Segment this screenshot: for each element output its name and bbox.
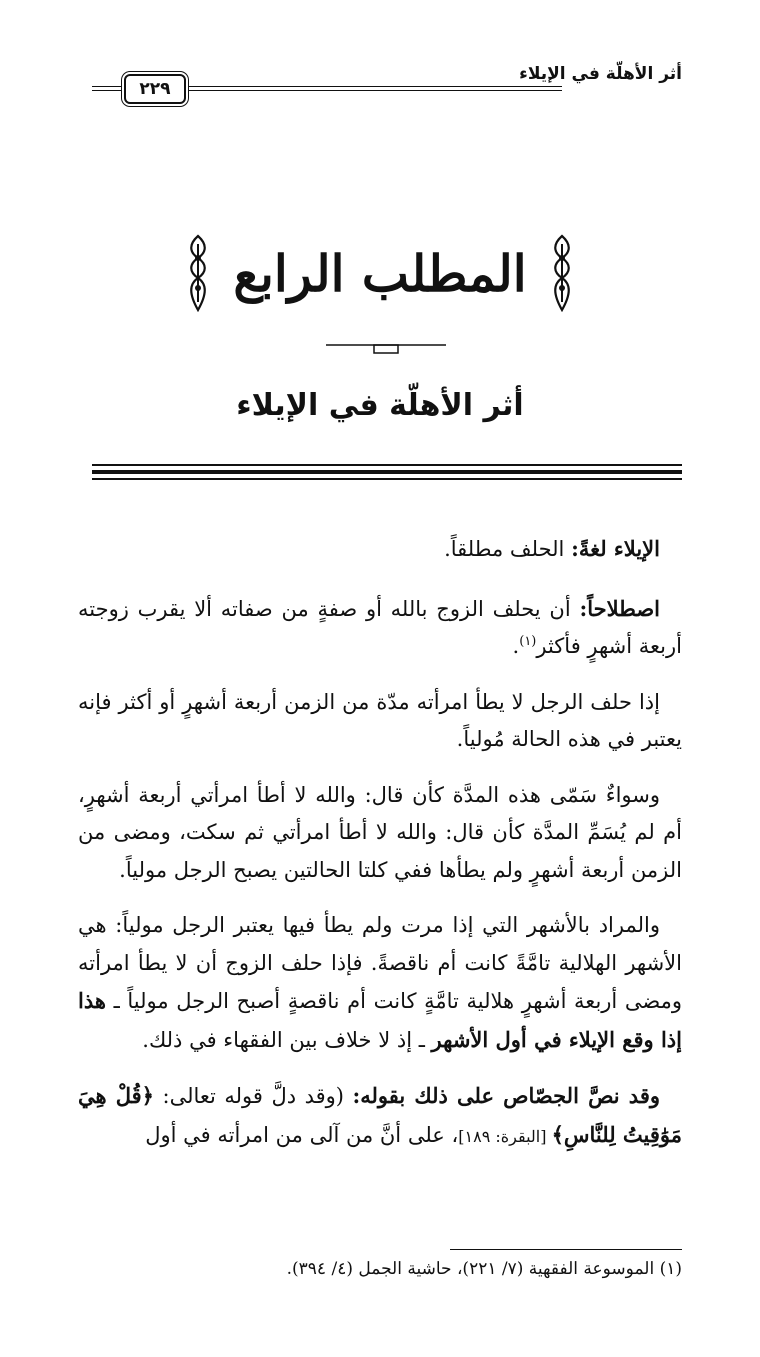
paragraph-definition-technical (78, 590, 682, 666)
footnote-ref[interactable]: (١) (519, 634, 537, 649)
paragraph-5-b: ـ إذ لا خلاف بين الفقهاء في ذلك. (142, 1027, 432, 1052)
section-label: المطلب الرابع (233, 243, 527, 303)
body-text (78, 530, 682, 1173)
footnote-1: (١) الموسوعة الفقهية (٧/ ٢٢١)، حاشية الجمل (٤/ ٣٩٤). (286, 1259, 682, 1279)
page-number: ٢٢٩ (124, 74, 186, 104)
term-lexical: الإيلاء لغةً: (571, 536, 660, 561)
paragraph-4: وسواءٌ سَمّى هذه المدَّة كأن قال: والله لا أطأ امرأتي أربعة أشهرٍ، أم لم يُسَمِّ المدَّة كأن قال: والله لا أطأ امرأتي ثم سكت، ومضى من الزمن أربعة أشهرٍ ولم يطأها ففي كلتا الحالتين يصبح الرجل مولياً. (78, 782, 682, 882)
paragraph-definition-lexical (78, 530, 682, 569)
running-title: أثر الأهلّة في الإيلاء (519, 64, 682, 84)
paragraph-6-a: (وقد دلَّ قوله تعالى: (153, 1084, 353, 1108)
term-technical: اصطلاحاً: (579, 595, 660, 621)
paragraph-5 (78, 907, 682, 1059)
paragraph-6 (78, 1077, 682, 1155)
paragraph-5-bold: هذا إذا وقع الإيلاء في أول الأشهر (78, 988, 682, 1052)
ornament-left-icon (185, 234, 211, 312)
heading-divider (326, 343, 446, 355)
ornament-right-icon (549, 234, 575, 312)
paragraph-3: إذا حلف الرجل لا يطأ امرأته مدّة من الزمن أربعة أشهرٍ أو أكثر فإنه يعتبر في هذه الحالة مُولياً. (78, 689, 682, 751)
quran-verse: ﴿قُلْ هِيَ مَوَٰقِيتُ لِلنَّاسِ﴾ (78, 1083, 682, 1147)
paragraph-6-b: ، على أنَّ من آلى من امرأته في أول (145, 1122, 459, 1147)
paragraph-6-bold: وقد نصَّ الجصّاص على ذلك بقوله: (352, 1083, 661, 1108)
definition-technical: أن يحلف الزوج بالله أو صفةٍ من صفاته ألا يقرب زوجته أربعة أشهرٍ فأكثر (78, 596, 682, 658)
running-header (92, 58, 682, 100)
footnote-rule (450, 1249, 682, 1250)
definition-lexical: الحلف مطلقاً. (444, 537, 572, 561)
definition-technical-end: . (512, 634, 520, 658)
section-heading (0, 228, 760, 318)
paragraph-5-a: والمراد بالأشهر التي إذا مرت ولم يطأ فيها يعتبر الرجل مولياً: هي الأشهر الهلالية تامَّةً كانت أم ناقصةً. فإذا حلف الزوج أن لا يطأ امرأته ومضى أربعة أشهرٍ هلالية تامَّةٍ كانت أم ناقصةٍ أصبح الرجل مولياً ـ (78, 913, 682, 1013)
verse-citation: [البقرة: ١٨٩] (458, 1126, 552, 1146)
chapter-subtitle: أثر الأهلّة في الإيلاء (236, 388, 524, 423)
heavy-divider-rule (92, 464, 682, 480)
